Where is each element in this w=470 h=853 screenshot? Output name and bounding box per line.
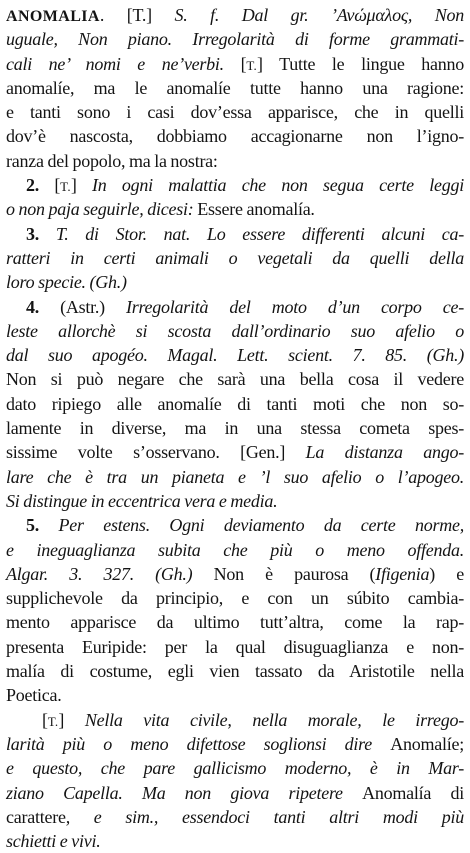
- text-segment: ]: [58, 709, 85, 730]
- entry-line: [6, 367, 464, 391]
- entry-line: [6, 683, 464, 707]
- entry-line: [6, 270, 464, 294]
- text-segment: T.: [246, 57, 258, 73]
- headword: ANOMALIA: [6, 8, 100, 25]
- entry-line: [6, 513, 464, 537]
- entry-line: [6, 440, 464, 464]
- text-segment: . [T.]: [99, 5, 175, 25]
- entry-line: [6, 635, 464, 659]
- entry-line: [6, 732, 464, 756]
- text-segment: malía di costume, egli vien tassato da Aristotile nella: [6, 661, 464, 682]
- text-segment: mento apparisce da ultimo tutt’altra, come la rap-: [6, 612, 464, 633]
- entry-line: [6, 538, 464, 562]
- text-segment: , e sim., essendoci tanti altri modi più: [65, 806, 464, 827]
- entry-line: [6, 781, 464, 805]
- entry-line: [6, 708, 464, 732]
- text-segment: dal suo apogéo. Magal. Lett. scient. 7. 85. (Gh.): [6, 345, 464, 366]
- text-segment: Per estens. Ogni deviamento da certe norme,: [58, 515, 465, 536]
- text-segment: 3.: [26, 223, 56, 244]
- text-segment: schietti e vivi.: [6, 831, 101, 852]
- text-segment: ) e: [429, 563, 465, 584]
- entry-line: [6, 222, 464, 246]
- text-segment: supplichevole da principio, e con un súbito cambia-: [6, 588, 464, 609]
- text-segment: e questo, che pare gallicismo moderno, è in Mar-: [6, 758, 464, 779]
- text-segment: Ifigenia: [375, 563, 430, 584]
- text-segment: presenta Euripide: per la qual disuguaglianza e non-: [6, 636, 464, 657]
- text-segment: Anomalíe;: [390, 733, 464, 754]
- text-segment: larità più o meno difettose soglionsi dire: [6, 733, 391, 754]
- text-segment: Essere anomalía.: [197, 199, 315, 220]
- entry-line: [6, 246, 464, 270]
- entry-line: [6, 416, 464, 440]
- entry-line: [6, 52, 464, 76]
- entry-line: [6, 3, 464, 27]
- entry-line: [6, 829, 464, 853]
- text-segment: [: [240, 53, 247, 74]
- entry-line: [6, 392, 464, 416]
- entry-line: [6, 586, 464, 610]
- entry-line: [6, 343, 464, 367]
- text-segment: 2.: [26, 175, 55, 196]
- entry-line: [6, 805, 464, 829]
- text-segment: e ineguaglianza subita che più o meno offenda.: [6, 539, 464, 560]
- text-segment: Non si può negare che sarà una bella cosa il vedere: [6, 369, 464, 390]
- entry-line: [6, 756, 464, 780]
- entry-line: [6, 562, 464, 586]
- text-segment: Algar. 3. 327. (Gh.): [6, 563, 214, 584]
- entry-line: [6, 27, 464, 51]
- text-segment: Si distingue in eccentrica vera e media.: [6, 490, 278, 511]
- text-segment: ]: [70, 175, 92, 196]
- text-segment: Non è paurosa (: [213, 563, 376, 584]
- entry-line: [6, 489, 464, 513]
- text-segment: cali ne’ nomi e ne’verbi.: [6, 53, 241, 74]
- text-segment: dato ripiego alle anomalíe di tanti moti che non so-: [6, 393, 464, 414]
- text-segment: ] Tutte le lingue hanno: [257, 53, 465, 74]
- text-segment: ratteri in certi animali o vegetali da quelli della: [6, 247, 464, 268]
- text-segment: Irregolarità del moto d’un corpo ce-: [125, 296, 465, 317]
- text-segment: o non paja seguirle, dicesi:: [6, 199, 198, 220]
- entry-line: [6, 100, 464, 124]
- entry-line: [6, 319, 464, 343]
- text-segment: lare che è tra un pianeta e ’l suo afelio o l’apogeo.: [6, 466, 464, 487]
- text-segment: carattere: [6, 806, 66, 827]
- text-segment: dov’è nascosta, dobbiamo accagionarne non l’igno-: [6, 126, 464, 147]
- entry-line: [6, 197, 464, 221]
- text-segment: lamente in diverse, ma in una stessa cometa spes-: [6, 418, 464, 439]
- text-segment: T.: [60, 179, 71, 195]
- text-segment: [: [42, 709, 48, 730]
- text-segment: (Astr.): [60, 296, 126, 317]
- text-segment: e tanti sono i casi dov’essa apparisce, che in quelli: [6, 102, 464, 123]
- dictionary-entry: [6, 3, 464, 853]
- text-segment: leste allorchè si scosta dall’ordinario suo afelio o: [6, 320, 464, 341]
- text-segment: 5.: [26, 515, 59, 536]
- text-segment: sissime volte s’osservano. [Gen.]: [6, 442, 306, 463]
- text-segment: uguale, Non piano. Irregolarità di forme grammati-: [6, 29, 464, 50]
- text-segment: [: [54, 175, 61, 196]
- text-segment: T.: [47, 713, 59, 729]
- text-segment: Poetica.: [6, 685, 62, 706]
- text-segment: 4.: [26, 296, 61, 317]
- entry-line: [6, 610, 464, 634]
- text-segment: S. f. Dal gr. ’Ανώμαλος, Non: [174, 5, 464, 25]
- entry-line: [6, 76, 464, 100]
- text-segment: Nella vita civile, nella morale, le irrego-: [84, 709, 464, 730]
- text-segment: ziano Capella. Ma non giova ripetere: [6, 782, 363, 803]
- text-segment: T. di Stor. nat. Lo essere differenti alcuni ca-: [55, 223, 465, 244]
- entry-line: [6, 659, 464, 683]
- entry-line: [6, 295, 464, 319]
- text-segment: La distanza ango-: [305, 442, 464, 463]
- entry-line: [6, 465, 464, 489]
- text-segment: loro specie. (Gh.): [6, 272, 127, 293]
- text-segment: Anomalía di: [362, 782, 464, 803]
- entry-line: [6, 124, 464, 148]
- entry-line: [6, 149, 464, 173]
- entry-line: [6, 173, 464, 197]
- text-segment: In ogni malattia che non segua certe leggi: [91, 175, 465, 196]
- text-segment: ranza del popolo, ma la nostra:: [6, 150, 218, 171]
- text-segment: anomalíe, ma le anomalíe tutte hanno una ragione:: [6, 77, 464, 98]
